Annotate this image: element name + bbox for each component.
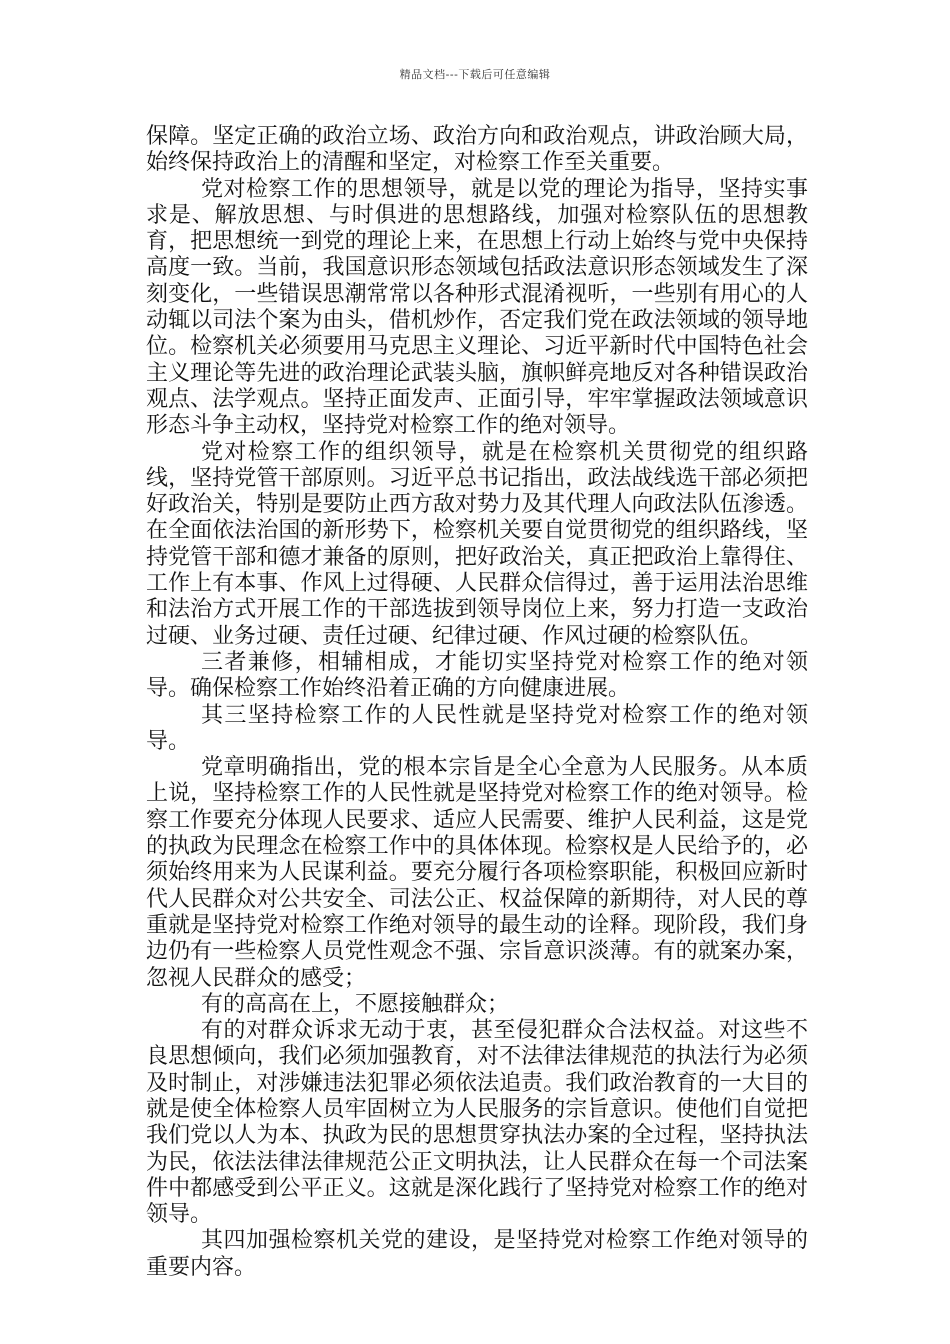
paragraph: 党章明确指出，党的根本宗旨是全心全意为人民服务。从本质上说，坚持检察工作的人民性就是坚持党对检察工作的绝对领导。检察工作要充分体现人民要求、适应人民需要、维护人民利益，这是党的执政为民理念在检察工作中的具体体现。检察权是人民给予的，必须始终用来为人民谋利益。要充分履行各项检察职能，积极回应新时代人民群众对公共安全、司法公正、权益保障的新期待，对人民的尊重就是坚持党对检察工作绝对领导的最生动的诠释。现阶段，我们身边仍有一些检察人员党性观念不强、宗旨意识淡薄。有的就案办案，忽视人民群众的感受；	[146, 755, 808, 991]
paragraph: 有的高高在上，不愿接触群众；	[201, 991, 510, 1017]
document-body	[146, 124, 808, 1281]
paragraph: 党对检察工作的组织领导，就是在检察机关贯彻党的组织路线，坚持党管干部原则。习近平总书记指出，政法战线选干部必须把好政治关，特别是要防止西方敌对势力及其代理人向政法队伍渗透。在全面依法治国的新形势下，检察机关要自觉贯彻党的组织路线，坚持党管干部和德才兼备的原则，把好政治关，真正把政治上靠得住、工作上有本事、作风上过得硬、人民群众信得过，善于运用法治思维和法治方式开展工作的干部选拔到领导岗位上来，努力打造一支政治过硬、业务过硬、责任过硬、纪律过硬、作风过硬的检察队伍。	[146, 439, 808, 649]
paragraph: 其三坚持检察工作的人民性就是坚持党对检察工作的绝对领导。	[146, 702, 808, 754]
paragraph: 保障。坚定正确的政治立场、政治方向和政治观点，讲政治顾大局，始终保持政治上的清醒和坚定，对检察工作至关重要。	[146, 124, 808, 176]
paragraph: 三者兼修，相辅相成，才能切实坚持党对检察工作的绝对领导。确保检察工作始终沿着正确的方向健康进展。	[146, 649, 808, 702]
paragraph: 有的对群众诉求无动于衷，甚至侵犯群众合法权益。对这些不良思想倾向，我们必须加强教育，对不法律法律规范的执法行为必须及时制止，对涉嫌违法犯罪必须依法追责。我们政治教育的一大目的就是使全体检察人员牢固树立为人民服务的宗旨意识。使他们自觉把我们党以人为本、执政为民的思想贯穿执法办案的全过程，坚持执法为民，依法法律法律规范公正文明执法，让人民群众在每一个司法案件中都感受到公平正义。这就是深化践行了坚持党对检察工作的绝对领导。	[146, 1018, 808, 1228]
paragraph: 其四加强检察机关党的建设，是坚持党对检察工作绝对领导的重要内容。	[146, 1228, 808, 1280]
paragraph: 党对检察工作的思想领导，就是以党的理论为指导，坚持实事求是、解放思想、与时俱进的思想路线，加强对检察队伍的思想教育，把思想统一到党的理论上来，在思想上行动上始终与党中央保持高度一致。当前，我国意识形态领域包括政法意识形态领域发生了深刻变化，一些错误思潮常常以各种形式混淆视听，一些别有用心的人动辄以司法个案为由头，借机炒作，否定我们党在政法领域的领导地位。检察机关必须要用马克思主义理论、习近平新时代中国特色社会主义理论等先进的政治理论武装头脑，旗帜鲜亮地反对各种错误政治观点、法学观点。坚持正面发声、正面引导，牢牢掌握政法领域意识形态斗争主动权，坚持党对检察工作的绝对领导。	[146, 176, 808, 439]
page-header: 精品文档---下载后可任意编辑	[399, 68, 551, 81]
